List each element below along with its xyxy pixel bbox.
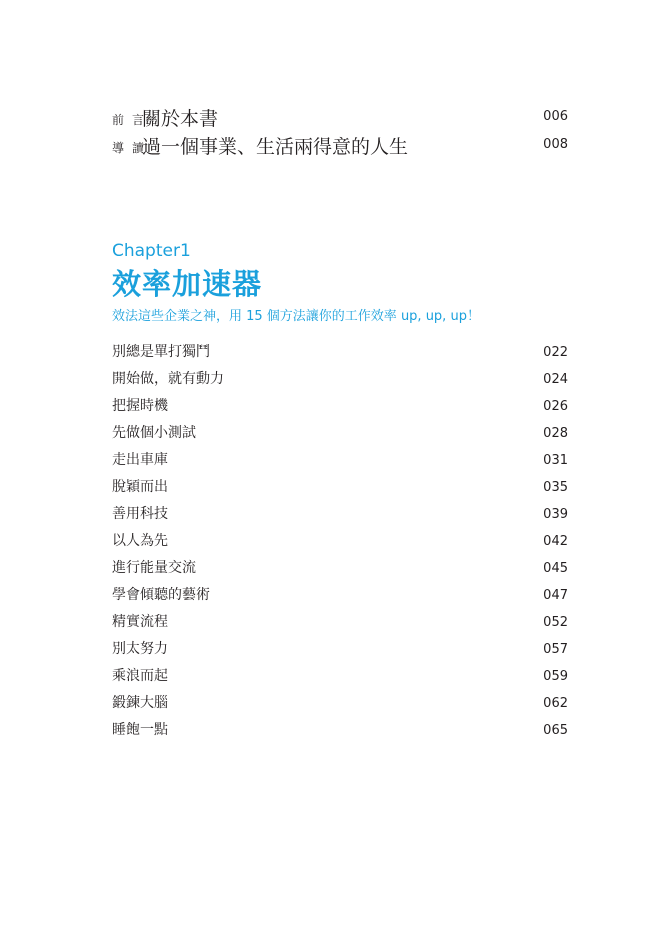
toc-entry bbox=[112, 612, 568, 639]
toc-entry-title: 精實流程 bbox=[112, 614, 168, 630]
toc-entry-title: 脫穎而出 bbox=[112, 479, 168, 495]
toc-entry-page-number: 065 bbox=[543, 723, 568, 738]
toc-entry bbox=[112, 342, 568, 369]
toc-entry-page-number: 035 bbox=[543, 480, 568, 495]
toc-entry-page-number: 052 bbox=[543, 615, 568, 630]
toc-entry bbox=[112, 423, 568, 450]
toc-entry-title: 乘浪而起 bbox=[112, 668, 168, 684]
toc-entry-page-number: 059 bbox=[543, 669, 568, 684]
toc-entry bbox=[112, 369, 568, 396]
front-matter bbox=[112, 104, 568, 160]
front-matter-page-number: 006 bbox=[543, 109, 568, 124]
toc-entry-page-number: 024 bbox=[543, 372, 568, 387]
front-matter-label: 導讀 bbox=[112, 141, 153, 155]
toc-entry-title: 別總是單打獨鬥 bbox=[112, 344, 210, 360]
toc-entry bbox=[112, 396, 568, 423]
toc-entry-title: 學會傾聽的藝術 bbox=[112, 587, 210, 603]
toc-entry-page-number: 039 bbox=[543, 507, 568, 522]
front-matter-title: 關於本書 bbox=[142, 108, 219, 130]
toc-entry-page-number: 026 bbox=[543, 399, 568, 414]
toc-entry-page-number: 045 bbox=[543, 561, 568, 576]
toc-entry bbox=[112, 531, 568, 558]
toc-entry-page-number: 057 bbox=[543, 642, 568, 657]
toc-entry-title: 善用科技 bbox=[112, 506, 168, 522]
chapter-label: Chapter1 bbox=[112, 241, 191, 261]
toc-entry-title: 把握時機 bbox=[112, 398, 168, 414]
toc-entry-page-number: 031 bbox=[543, 453, 568, 468]
toc-entry bbox=[112, 477, 568, 504]
toc-entry-title: 以人為先 bbox=[112, 533, 168, 549]
toc-entry bbox=[112, 504, 568, 531]
toc-entry-title: 進行能量交流 bbox=[112, 560, 196, 576]
toc-entry bbox=[112, 720, 568, 747]
toc-entry bbox=[112, 639, 568, 666]
toc-entry-title: 走出車庫 bbox=[112, 452, 168, 468]
chapter-title: 效率加速器 bbox=[112, 267, 263, 301]
toc-entry-title: 開始做，就有動力 bbox=[112, 371, 224, 387]
toc-entry-title: 別太努力 bbox=[112, 641, 168, 657]
toc-entry-page-number: 047 bbox=[543, 588, 568, 603]
front-matter-label: 前言 bbox=[112, 113, 153, 127]
chapter-header bbox=[112, 240, 572, 326]
toc-entry bbox=[112, 450, 568, 477]
front-matter-row bbox=[112, 132, 568, 160]
front-matter-row bbox=[112, 104, 568, 132]
toc-entry bbox=[112, 666, 568, 693]
toc-entry-title: 鍛鍊大腦 bbox=[112, 695, 168, 711]
toc-entry bbox=[112, 558, 568, 585]
front-matter-title: 過一個事業、生活兩得意的人生 bbox=[142, 136, 409, 158]
toc-entry-page-number: 062 bbox=[543, 696, 568, 711]
toc-entry bbox=[112, 693, 568, 720]
toc-entry bbox=[112, 585, 568, 612]
toc-entry-title: 睡飽一點 bbox=[112, 722, 168, 738]
toc-entry-page-number: 042 bbox=[543, 534, 568, 549]
toc-entry-page-number: 028 bbox=[543, 426, 568, 441]
toc-entry-title: 先做個小測試 bbox=[112, 425, 196, 441]
toc-entry-page-number: 022 bbox=[543, 345, 568, 360]
front-matter-page-number: 008 bbox=[543, 137, 568, 152]
chapter-subtitle: 效法這些企業之神，用 15 個方法讓你的工作效率 up, up, up！ bbox=[112, 309, 480, 324]
toc-entry-list bbox=[112, 342, 568, 747]
